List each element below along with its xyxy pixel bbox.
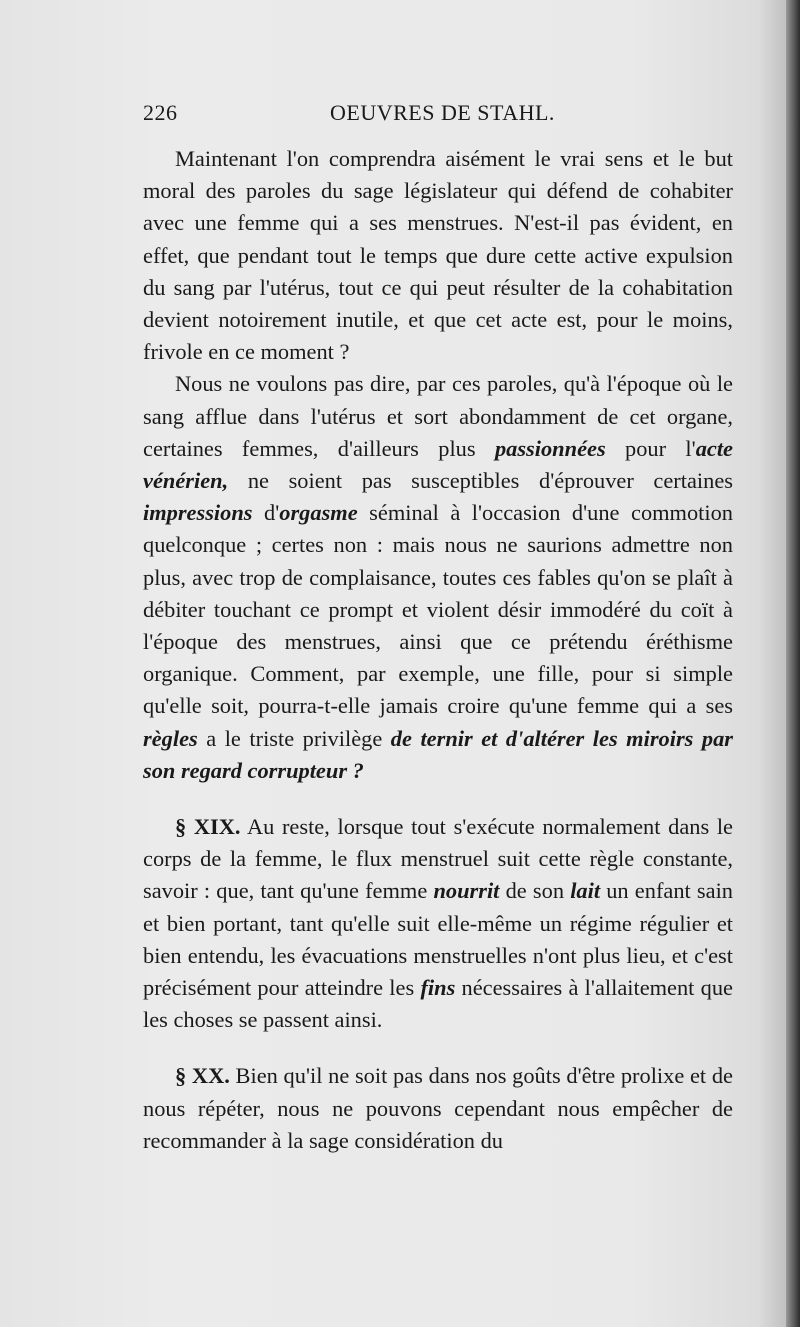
- body-text: [143, 143, 733, 1157]
- italic-term-nourrit: nourrit: [433, 878, 500, 904]
- page-number: 226: [143, 100, 178, 125]
- text-segment: séminal à l'occasion d'une commotion quelconque ; certes non : mais nous ne saurions admettre non plus, avec trop de complaisance, toutes ces fables qu'on se plaît à débiter touchant ce prompt et violent désir immodéré du coït à l'époque des menstrues, ainsi que ce prétendu éréthisme organique. Comment, par exemple, une fille, pour si simple qu'elle soit, pourra-t-elle jamais croire qu'une femme qui a ses: [143, 500, 733, 719]
- italic-term-regles: règles: [143, 725, 198, 751]
- page-header: [143, 100, 563, 134]
- paragraph-2: [143, 368, 733, 787]
- italic-phrase-miroirs: de ternir et d'altérer les miroirs par son regard corrupteur ?: [143, 725, 734, 783]
- text-segment: Bien qu'il ne soit pas dans nos goûts d'être prolixe et de nous répéter, nous ne pouvons cependant nous empêcher de recommander à la sage considération du: [143, 1063, 733, 1153]
- running-title: OEUVRES DE STAHL.: [330, 100, 555, 125]
- italic-term-orgasme: orgasme: [279, 500, 358, 526]
- italic-term-passionnees: passionnées: [494, 435, 606, 461]
- section-number: § XIX.: [175, 814, 241, 840]
- paragraph-1: [143, 143, 733, 368]
- italic-term-impressions: impressions: [143, 500, 253, 526]
- italic-term-fins: fins: [420, 975, 456, 1001]
- italic-term-lait: lait: [570, 878, 601, 904]
- section-xx: [143, 1060, 733, 1157]
- italic-term-acte-venerien: acte vénérien,: [143, 435, 733, 494]
- text-segment: d': [252, 500, 280, 526]
- page-edge-shadow: [786, 0, 800, 1327]
- text-segment: ne soient pas susceptibles d'éprouver certaines: [228, 468, 733, 494]
- text-segment: Maintenant l'on comprendra aisément le vrai sens et le but moral des paroles du sage législateur qui défend de cohabiter avec une femme qui a ses menstrues. N'est-il pas évident, en effet, que pendant tout le temps que dure cette active expulsion du sang par l'utérus, tout ce qui peut résulter de la cohabitation devient notoirement inutile, et que cet acte est, pour le moins, frivole en ce moment ?: [143, 146, 733, 365]
- text-segment: Au reste, lorsque tout s'exécute normalement dans le corps de la femme, le flux menstruel suit cette règle constante, savoir : que, tant qu'une femme: [143, 814, 733, 904]
- text-segment: pour l': [605, 435, 696, 461]
- section-xix: [143, 811, 733, 1036]
- section-number: § XX.: [175, 1063, 230, 1089]
- text-segment: a le triste privilège: [197, 725, 391, 751]
- text-segment: de son: [499, 878, 571, 904]
- text-segment: Nous ne voulons pas dire, par ces paroles, qu'à l'époque où le sang afflue dans l'utérus et sort abondamment de cet organe, certaines femmes, d'ailleurs plus: [143, 371, 733, 461]
- text-segment: un enfant sain et bien portant, tant qu'elle suit elle-même un régime régulier et bien entendu, les évacuations menstruelles n'ont plus lieu, et c'est précisément pour atteindre les: [143, 878, 733, 1001]
- text-segment: nécessaires à l'allaitement que les choses se passent ainsi.: [143, 975, 733, 1033]
